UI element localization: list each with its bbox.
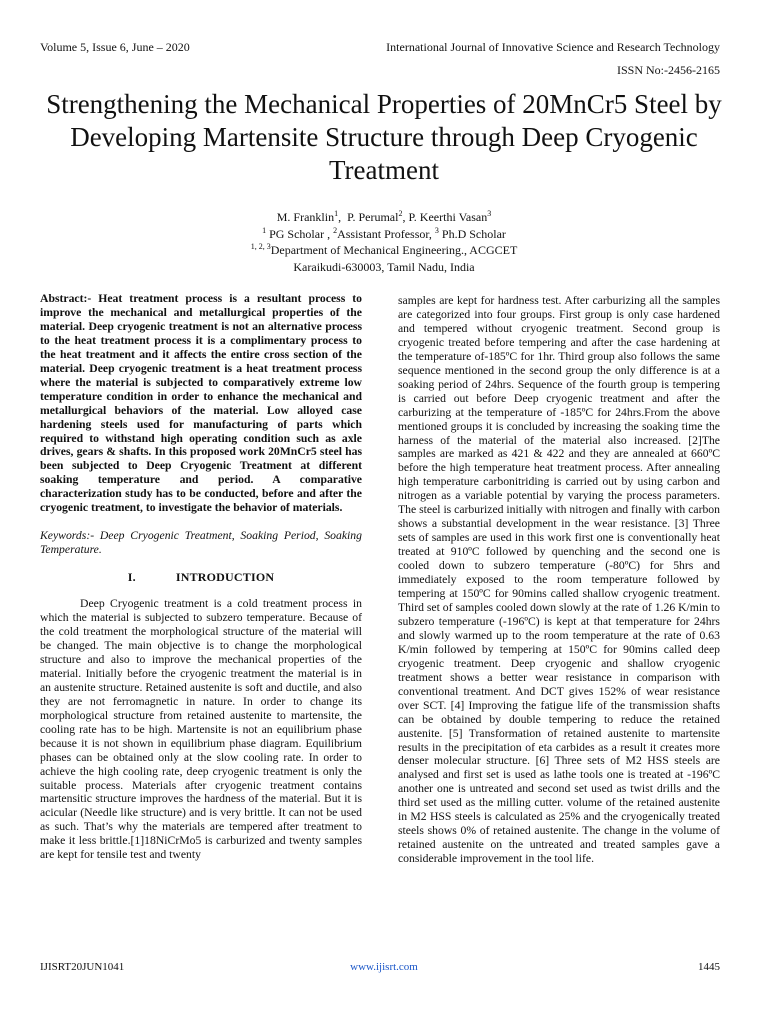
author-block [40, 209, 728, 275]
author-address: Karaikudi-630003, Tamil Nadu, India [293, 259, 475, 274]
author-role: Ph.D Scholar [441, 226, 506, 241]
author-sup: 1 [334, 209, 339, 218]
author-name: P. Keerthi Vasan [408, 210, 488, 224]
author-name: M. Franklin [276, 210, 335, 224]
author-sup: 3 [487, 209, 492, 218]
right-column-paragraph: samples are kept for hardness test. After carburizing all the samples are categorized into four groups. First group is only case hardened and tempered without cryogenic treatment. Second group is cryogenic treated before tempering and after the case hardening at the temperature of-185ºC for 1hr. Third group also follows the same sequence mentioned in the second group the only difference is at a soaking period of 24hrs. Sequence of the fourth group is tempering is carried out before Deep cryogenic treatment and after the carburizing at the temperature of -185ºC for 24hrs.From the above mentioned groups it is concluded by increasing the soaking time the harness of the material of the material also increased. [2]The samples are marked as 421 & 422 and they are annealed at 660ºC before the high temperature heat treatment process. After annealing high temperature carbonitriding is carried out by using carbon and nitrogen as a variable potential by varying the process parameters. The steel is carburized initially with nitrogen and finally with carbon shows a substantial development in the wear resistance. [3] Three sets of samples are used in this work first one is conventionally heat treated at 910ºC followed by quenching and the second one is cooled down to subzero temperature (-80ºC) for 5hrs and immediately exposed to the room temperature followed by tempering at 150ºC for 90mins called shallow cryogenic treatment. Third set of samples cooled down slowly at the rate of 1.26 K/min to subzero temperature (-196ºC) is kept at that temperature for 24hrs and slowly warmed up to the room temperature at the rate of 0.63 K/min followed by tempering at 150ºC for 90mins called deep cryogenic treatment. Deep cryogenic and shallow cryogenic treatment shows a better wear resistance in comparison with conventional treatment. And DCT gives 152% of wear resistance over SCT. [4] Improving the fatigue life of the transmission shafts can be obtained by double tempering to reduce the retained austenite. [5] Transformation of retained austenite to martensite results in the precipitation of eta carbides as a result it creates more denser molecular structure. [6] Three sets of M2 HSS steels are analysed and first set is used as lathe tools one is treated at -196ºC another one is untreated and second set used as twist drills and the third set used as the milling cutter. volume of the retained austenite in M2 HSS steels is calculated as 25% and the cryogenically treated steels shows 0% of retained austenite. The change in the volume of retained austenite on the untreated and treated samples gave a considerable improvement in the tool life. [398, 294, 720, 866]
affiliation-sup: 1, 2, 3 [250, 242, 271, 251]
role-sup: 2 [333, 225, 338, 235]
section-title: INTRODUCTION [175, 570, 275, 585]
role-sup: 1 [262, 225, 267, 235]
left-column [40, 292, 362, 862]
author-affiliation [40, 242, 728, 259]
author-names: M. Franklin$^1$, P. Perumal$^2$, P. Keerthi Vasan$^3$ [276, 209, 492, 224]
header-issn: ISSN No:-2456-2165 [616, 63, 720, 77]
author-role: PG Scholar [269, 226, 325, 241]
footer-page-number: 1445 [698, 961, 720, 973]
abstract: Abstract:- Heat treatment process is a resultant process to improve the mechanical and metallurgical properties of the material. Deep cryogenic treatment is not an alternative process to the heat treatment process it is a complimentary process to the heat treatment and it affects the entire cross section of the material. Deep cryogenic treatment is a heat treatment process where the material is subjected to comparatively extreme low temperature condition in order to enhance the mechanical and metallurgical behaviors of the material. Low alloyed case hardening steels used for manufacturing of parts which required to withstand high operating condition such as axle drives, gears & shafts. In this proposed work 20MnCr5 steel has been subjected to Deep Cryogenic Treatment at different soaking temperature and period. A comparative characterization study has to be conducted, before and after the cryogenic treatment, to investigate the behavior of materials. [40, 292, 362, 515]
keywords: Keywords:- Deep Cryogenic Treatment, Soaking Period, Soaking Temperature. [40, 529, 362, 557]
author-roles: $^1$ PG Scholar , $^2$Assistant Professor, $^3$ Ph.D Scholar [262, 225, 506, 241]
author-name: P. Perumal [347, 210, 399, 224]
role-sup: 3 [434, 225, 439, 235]
section-number: I. [127, 570, 136, 585]
footer-code: IJISRT20JUN1041 [40, 961, 125, 973]
header-journal: International Journal of Innovative Science and Research Technology [386, 40, 720, 54]
intro-paragraph: Deep Cryogenic treatment is a cold treatment process in which the material is subjected to subzero temperature. Because of the cold treatment the morphological structure of the material will be changed. The main objective is to change the morphological structure and also to improve the mechanical properties of the material. Initially before the cryogenic treatment the material is in an austenite structure. Retained austenite is soft and ductile, and also they are not ferromagnetic in nature. In order to change its morphological structure from retained austenite to martensite, the cooling rate has to be high. Martensite is not an equilibrium phase because it is not shown in equilibrium phase diagram. Equilibrium phases can be obtained only at the slow cooling rate. In order to achieve the high cooling rate, deep cryogenic treatment is only the suitable process. Materials after cryogenic treatment contains martensitic structure improves the hardness of the material. But it is acicular (Needle like structure) and is very brittle. It can not be used as such. That’s why the materials are tempered after treatment to make it less brittle.[1]18NiCrMo5 is carburized and twenty samples are kept for tensile test and twenty [40, 597, 362, 862]
header-volume: Volume 5, Issue 6, June – 2020 [40, 40, 190, 54]
footer-url-link[interactable]: www.ijisrt.com [350, 961, 418, 973]
right-column [398, 294, 720, 866]
section-heading [40, 571, 362, 585]
author-role: Assistant Professor [337, 226, 429, 241]
affiliation-text: Department of Mechanical Engineering., ACGCET [270, 243, 518, 257]
paper-title: Strengthening the Mechanical Properties of 20MnCr5 Steel by Developing Martensite Structure through Deep Cryogenic Treatment [46, 89, 722, 185]
author-sup: 2 [398, 209, 403, 218]
